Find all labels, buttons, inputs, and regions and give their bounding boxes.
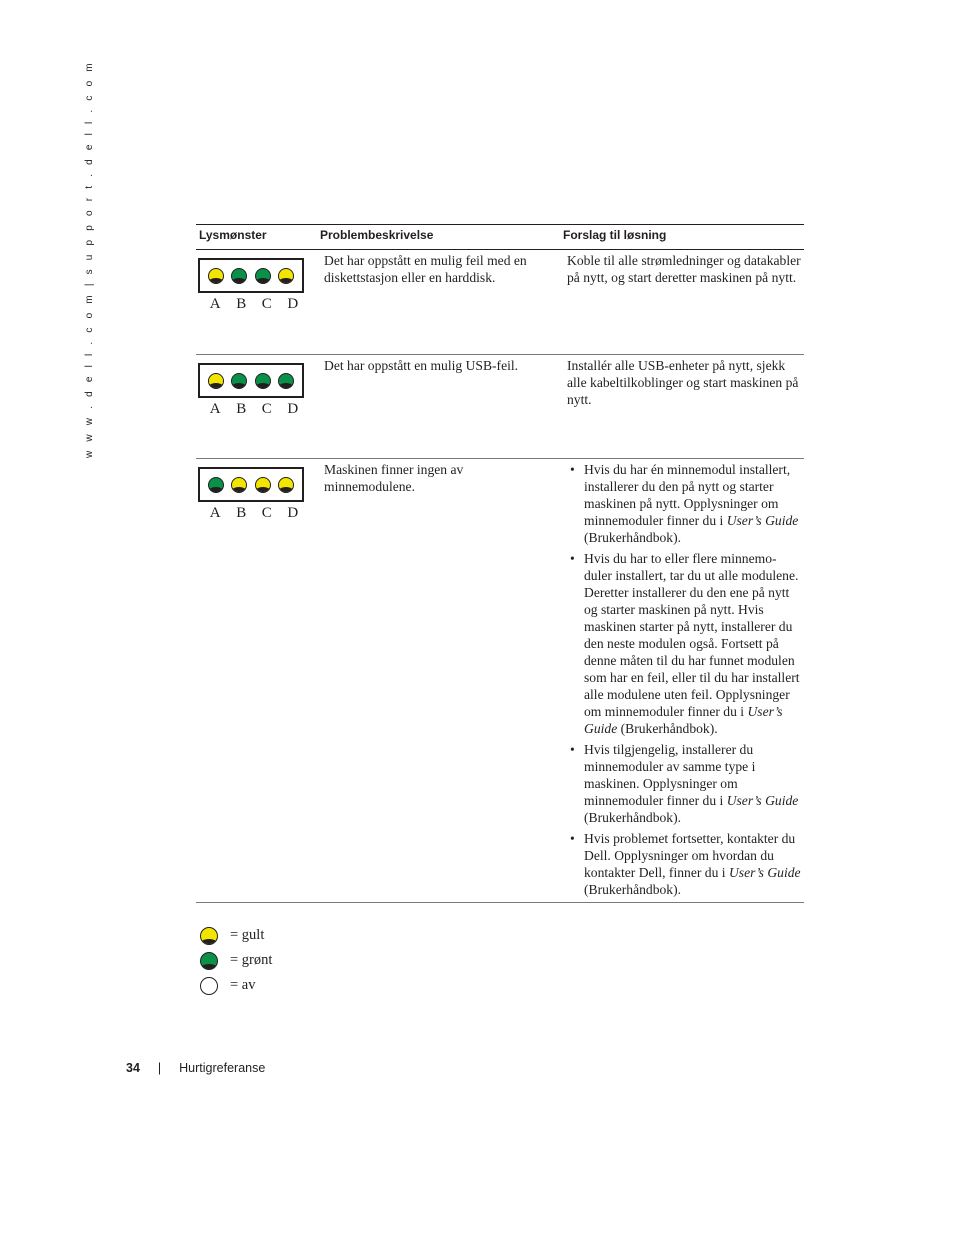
legend-label: = gult <box>230 927 265 943</box>
guide-title: User’s Guide <box>728 865 801 880</box>
solution-text: Koble til alle strømledninger og datakabler på nytt, og start deretter maskinen på nytt. <box>567 253 801 285</box>
table-header-row <box>196 225 804 250</box>
led-letter: C <box>261 296 272 312</box>
led-letter: B <box>236 505 247 521</box>
solution-list-cell <box>563 459 804 903</box>
off-led-icon <box>200 977 218 995</box>
header-light-pattern: Lysmønster <box>196 225 320 250</box>
led-letter: A <box>209 296 221 312</box>
led-letters <box>202 296 306 313</box>
led-letter: C <box>261 401 272 417</box>
problem-description: Det har oppstått en mulig USB-feil. <box>324 358 519 373</box>
table-row <box>196 459 804 903</box>
green-led-icon <box>278 373 294 389</box>
bullet-icon: • <box>570 831 575 846</box>
led-letters <box>202 401 306 418</box>
list-item <box>567 741 804 826</box>
page-footer <box>126 1061 265 1075</box>
green-led-icon <box>255 268 271 284</box>
legend-item <box>200 973 272 998</box>
legend-label: = av <box>230 977 256 993</box>
solution-text: (Brukerhåndbok). <box>584 530 682 545</box>
sidebar-url: w w w . d e l l . c o m | s u p p o r t . d e l l . c o m <box>84 60 95 458</box>
solution-text: Hvis problemet fortsetter, kontakter du Dell. Opplysninger om hvordan du kontakter Dell, finner du i <box>584 831 796 880</box>
guide-title: User’s Guide <box>726 793 799 808</box>
yellow-led-icon <box>208 373 224 389</box>
table-row <box>196 355 804 459</box>
solution-list <box>567 461 804 898</box>
list-item <box>567 830 804 898</box>
light-pattern-cell <box>196 355 320 459</box>
list-item <box>567 550 804 737</box>
guide-title: User’s Guide <box>584 704 783 736</box>
solution-text: (Brukerhåndbok). <box>584 882 682 897</box>
color-legend <box>200 923 272 998</box>
footer-title: Hurtigreferanse <box>179 1061 266 1075</box>
diagnostic-table <box>196 224 804 903</box>
solution-text: Installér alle USB-enheter på nytt, sjekk alle kabeltilkoblinger og start maskinen på nytt. <box>567 358 799 407</box>
led-letter: D <box>287 296 299 312</box>
green-led-icon <box>255 373 271 389</box>
yellow-led-icon <box>255 477 271 493</box>
green-led-icon <box>208 477 224 493</box>
green-led-icon <box>231 268 247 284</box>
led-letter: A <box>209 505 221 521</box>
problem-description: Det har oppstått en mulig feil med en diskettstasjon eller en harddisk. <box>324 253 527 285</box>
led-panel <box>198 467 304 502</box>
guide-title: User’s Guide <box>726 513 799 528</box>
led-panel <box>198 258 304 293</box>
yellow-led-icon <box>231 477 247 493</box>
footer-separator: | <box>157 1061 162 1075</box>
led-letter: B <box>236 401 247 417</box>
green-led-icon <box>200 952 218 970</box>
led-letter: C <box>261 505 272 521</box>
led-letter: A <box>209 401 221 417</box>
bullet-icon: • <box>570 462 575 477</box>
led-letter: D <box>287 505 299 521</box>
led-letter: B <box>236 296 247 312</box>
light-pattern-cell <box>196 459 320 903</box>
bullet-icon: • <box>570 551 575 566</box>
yellow-led-icon <box>200 927 218 945</box>
yellow-led-icon <box>278 477 294 493</box>
solution-text: Hvis tilgjengelig, installerer du minnemoduler av samme type i maskinen. Opplysninger om minnemoduler finner du i <box>584 742 756 808</box>
yellow-led-icon <box>278 268 294 284</box>
legend-label: = grønt <box>230 952 273 968</box>
problem-description: Maskinen finner ingen av minnemodulene. <box>324 462 464 494</box>
page-number: 34 <box>126 1061 140 1075</box>
led-panel <box>198 363 304 398</box>
light-pattern-cell <box>196 250 320 355</box>
table-row <box>196 250 804 355</box>
bullet-icon: • <box>570 742 575 757</box>
list-item <box>567 461 804 546</box>
legend-item <box>200 948 272 973</box>
solution-text: Hvis du har én minnemodul installert, installerer du den på nytt og starter maskinen på nytt. Opplysninger om minnemoduler finner du i <box>584 462 791 528</box>
solution-text: (Brukerhåndbok). <box>584 810 682 825</box>
header-problem: Problembeskrivelse <box>320 225 563 250</box>
solution-text: (Brukerhåndbok). <box>617 721 718 736</box>
legend-item <box>200 923 272 948</box>
solution-text: Hvis du har to eller flere minnemo-duler installert, tar du ut alle modulene. Deretter installerer du den ene på nytt og starter maskinen på nytt. Hvis maskinen starter på nytt, installerer du den neste modulen også. Fortsett på denne måten til du har funnet modulen som har en feil, eller til du har installert alle modulene uten feil. Opplysninger om minnemoduler finner du i <box>584 551 800 719</box>
green-led-icon <box>231 373 247 389</box>
led-letters <box>202 505 306 522</box>
yellow-led-icon <box>208 268 224 284</box>
led-letter: D <box>287 401 299 417</box>
header-solution: Forslag til løsning <box>563 225 804 250</box>
